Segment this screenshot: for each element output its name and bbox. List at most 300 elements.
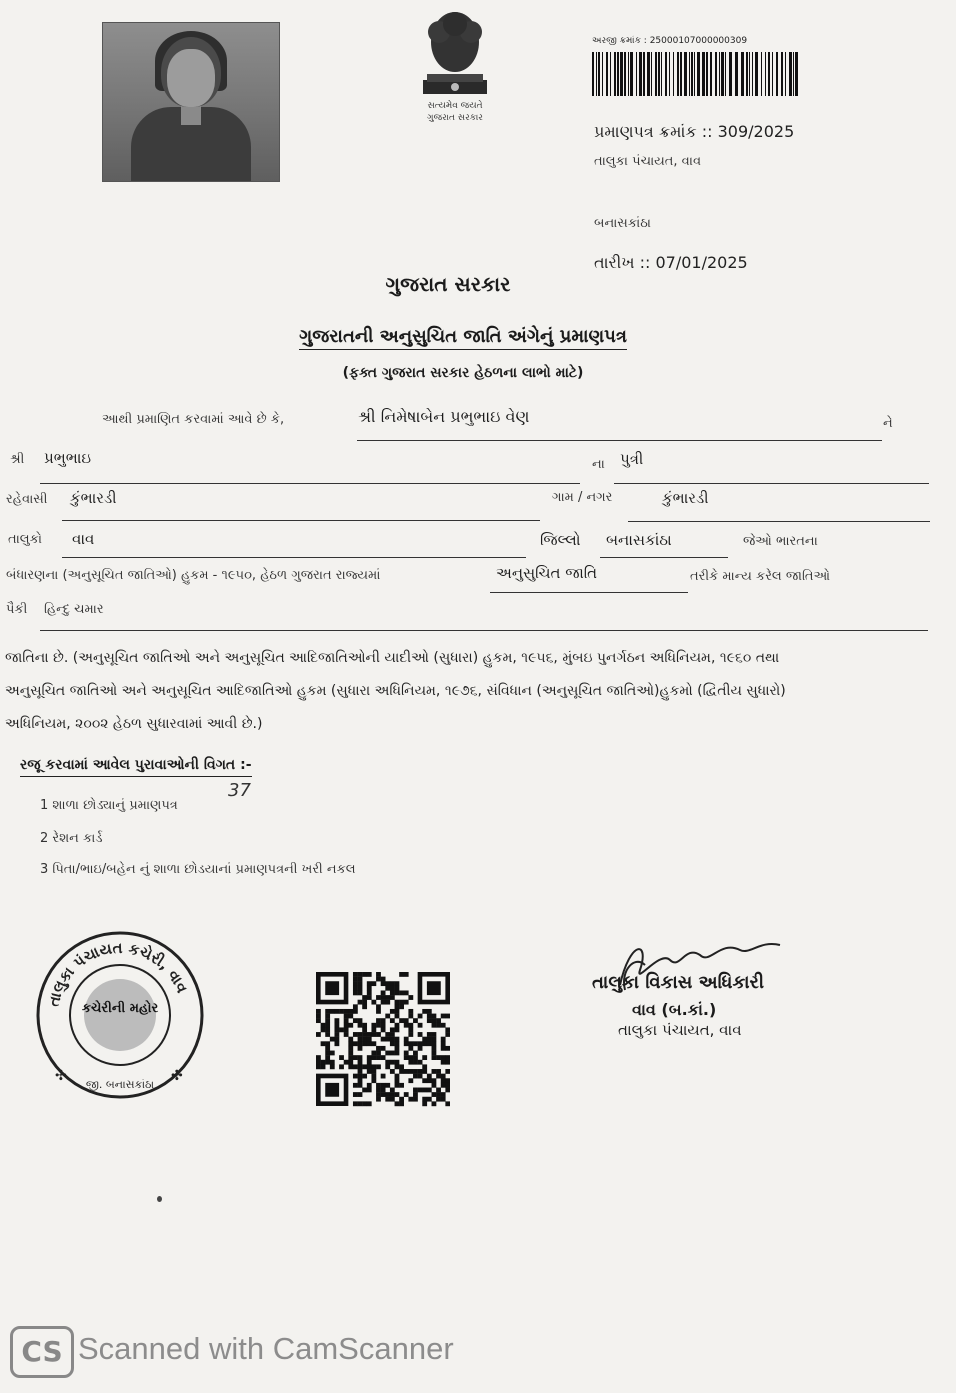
qr-module	[432, 1046, 437, 1051]
qr-module	[381, 1037, 386, 1042]
qr-module	[348, 1051, 353, 1056]
qr-module	[353, 972, 358, 977]
qr-module	[353, 986, 358, 991]
qr-module	[371, 1041, 376, 1046]
qr-module	[358, 1092, 363, 1097]
qr-module	[385, 995, 390, 1000]
qr-module	[395, 1064, 400, 1069]
qr-module	[399, 1083, 404, 1088]
evidence-heading: રજૂ કરવામાં આવેલ પુરાવાઓની વિગત :-	[20, 757, 252, 777]
constitution-text: બંધારણના (અનુસૂચિત જાતિઓ) હુકમ - ૧૯૫૦, હેઠળ ગુજરાત રાજ્યમાં	[6, 568, 381, 583]
qr-module	[381, 1018, 386, 1023]
barcode-bar	[602, 52, 603, 96]
qr-module	[321, 1027, 326, 1032]
qr-module	[358, 972, 363, 977]
qr-module	[358, 1060, 363, 1065]
qr-module	[390, 1018, 395, 1023]
qr-module	[362, 1023, 367, 1028]
qr-module	[325, 1060, 330, 1065]
qr-module	[408, 995, 413, 1000]
qr-module	[422, 1078, 427, 1083]
qr-module	[367, 972, 372, 977]
seal-center-text: કચેરીની મહોર	[81, 1001, 159, 1016]
qr-module	[344, 1032, 349, 1037]
barcode-bar	[694, 52, 695, 96]
qr-module	[427, 1041, 432, 1046]
qr-module	[390, 1032, 395, 1037]
camscanner-watermark: Scanned with CamScanner	[78, 1331, 454, 1366]
qr-module	[362, 1101, 367, 1106]
district-label: જિલ્લો	[540, 531, 581, 549]
qr-module	[321, 1041, 326, 1046]
qr-module	[316, 1055, 321, 1060]
qr-module	[408, 1023, 413, 1028]
qr-module	[325, 1041, 330, 1046]
qr-module	[325, 1009, 330, 1014]
qr-module	[413, 1018, 418, 1023]
qr-module	[408, 1014, 413, 1019]
qr-module	[362, 1037, 367, 1042]
qr-module	[395, 1000, 400, 1005]
qr-module	[339, 1027, 344, 1032]
qr-module	[385, 1060, 390, 1065]
barcode-bar	[677, 52, 679, 96]
qr-module	[445, 1088, 450, 1093]
qr-module	[399, 1069, 404, 1074]
qr-module	[344, 1014, 349, 1019]
qr-module	[344, 1023, 349, 1028]
barcode-bar	[684, 52, 687, 96]
qr-module	[358, 1055, 363, 1060]
qr-module	[376, 977, 381, 982]
qr-module	[408, 1046, 413, 1051]
qr-module	[395, 1023, 400, 1028]
qr-module	[399, 1004, 404, 1009]
qr-module	[390, 1041, 395, 1046]
qr-module	[316, 1009, 321, 1014]
barcode-bar	[706, 52, 708, 96]
qr-module	[325, 1014, 330, 1019]
qr-module	[376, 1092, 381, 1097]
barcode-bar	[749, 52, 750, 96]
qr-module	[395, 1046, 400, 1051]
barcode-bar	[793, 52, 794, 96]
qr-module	[353, 1004, 358, 1009]
qr-module	[422, 1037, 427, 1042]
qr-module	[358, 1023, 363, 1028]
issuing-office: તાલુકા પંચાયત, વાવ	[594, 154, 702, 169]
qr-module	[358, 986, 363, 991]
qr-module	[395, 1078, 400, 1083]
qr-module	[418, 1041, 423, 1046]
qr-module	[390, 1051, 395, 1056]
qr-module	[418, 1069, 423, 1074]
qr-module	[404, 1055, 409, 1060]
qr-module	[381, 1023, 386, 1028]
qr-module	[348, 1046, 353, 1051]
issue-date: તારીખ :: 07/01/2025	[594, 253, 748, 272]
barcode-bar	[752, 52, 753, 96]
barcode-bar	[785, 52, 786, 96]
qr-module	[385, 1064, 390, 1069]
qr-module	[353, 990, 358, 995]
certificate-title-text: ગુજરાતની અનુસુચિત જાતિ અંગેનું પ્રમાણપત્ર	[299, 326, 627, 350]
qr-module	[376, 972, 381, 977]
qr-module	[362, 1032, 367, 1037]
qr-module	[385, 1032, 390, 1037]
qr-module	[445, 1083, 450, 1088]
barcode-bar	[710, 52, 712, 96]
barcode-bar	[643, 52, 645, 96]
qr-module	[385, 1097, 390, 1102]
qr-module	[404, 990, 409, 995]
qr-module	[362, 1004, 367, 1009]
qr-module	[367, 1041, 372, 1046]
barcode-bar	[689, 52, 690, 96]
emblem-motto: સત્યમેવ જયતે	[427, 101, 483, 111]
qr-module	[418, 1060, 423, 1065]
qr-module	[422, 1101, 427, 1106]
barcode-bar	[729, 52, 732, 96]
barcode-bar	[776, 52, 778, 96]
qr-module	[381, 977, 386, 982]
qr-module	[367, 995, 372, 1000]
qr-module	[436, 1018, 441, 1023]
qr-module	[385, 986, 390, 991]
qr-module	[353, 1018, 358, 1023]
qr-module	[334, 1041, 339, 1046]
qr-module	[358, 1046, 363, 1051]
certificate-title	[0, 326, 941, 347]
evidence-item-3: 3 પિતા/ભાઇ/બહેન નું શાળા છોડયાનાં પ્રમાણપત્રની ખરી નકલ	[40, 862, 356, 877]
qr-module	[353, 981, 358, 986]
qr-module	[316, 1032, 321, 1037]
qr-module	[432, 1092, 437, 1097]
qr-module	[376, 1004, 381, 1009]
qr-module	[344, 1060, 349, 1065]
qr-module	[353, 1074, 358, 1079]
applicant-name: શ્રી નિમેષાબેન પ્રભુભાઇ વેણ	[358, 407, 530, 426]
qr-module	[330, 1060, 335, 1065]
qr-module	[362, 1027, 367, 1032]
qr-module	[427, 1078, 432, 1083]
barcode-bar	[665, 52, 667, 96]
qr-module	[348, 1060, 353, 1065]
qr-module	[362, 972, 367, 977]
qr-module	[321, 1064, 326, 1069]
qr-module	[358, 1032, 363, 1037]
qr-module	[371, 1023, 376, 1028]
qr-module	[408, 1055, 413, 1060]
qr-module	[445, 1046, 450, 1051]
qr-module	[371, 1078, 376, 1083]
district-line	[600, 557, 728, 558]
qr-module	[408, 1027, 413, 1032]
qr-module	[367, 1083, 372, 1088]
qr-module	[413, 1051, 418, 1056]
camscanner-logo-icon: CS	[10, 1326, 74, 1378]
qr-module	[381, 1083, 386, 1088]
barcode-bar	[735, 52, 738, 96]
paragraph-line-2: અનુસૂચિત જાતિઓ અને અનુસૂચિત આદિજાતિઓ હુકમ (સુધારા અધિનિયમ, ૧૯૭૬, સંવિધાન (અનુસૂચિત જાતિઓ)હુકમો (દ્વિતીય સુધારો)	[5, 683, 786, 699]
qr-module	[376, 1064, 381, 1069]
qr-module	[418, 1023, 423, 1028]
qr-module	[436, 1023, 441, 1028]
barcode-icon	[592, 52, 800, 96]
qr-module	[325, 1055, 330, 1060]
qr-module	[358, 1018, 363, 1023]
qr-module	[395, 1004, 400, 1009]
qr-module	[385, 1000, 390, 1005]
qr-module	[408, 1041, 413, 1046]
qr-module	[371, 1027, 376, 1032]
signatory-panchayat: તાલુકા પંચાયત, વાવ	[618, 1021, 742, 1039]
qr-module	[358, 990, 363, 995]
qr-module	[316, 1060, 321, 1065]
qr-module	[404, 972, 409, 977]
barcode-bar	[697, 52, 700, 96]
qr-module	[348, 1041, 353, 1046]
svg-text:✣: ✣	[55, 1068, 67, 1084]
seal-bottom-text: જી. બનાસકાંઠા	[85, 1078, 155, 1091]
certificate-number: પ્રમાણપત્ર ક્રમાંક :: 309/2025	[594, 122, 795, 141]
qr-module	[408, 1069, 413, 1074]
qr-module	[432, 1023, 437, 1028]
shri-label: શ્રી	[10, 452, 25, 467]
qr-module	[353, 977, 358, 982]
qr-module	[316, 1018, 321, 1023]
qr-module	[390, 1027, 395, 1032]
national-emblem-icon	[405, 2, 505, 102]
barcode-bar	[628, 52, 629, 96]
qr-module	[339, 1055, 344, 1060]
qr-module	[413, 1088, 418, 1093]
seal-ring-text: તાલુકા પંચાયત કચેરી, વાવ	[44, 938, 192, 1009]
applicant-name-line	[357, 440, 882, 441]
qr-module	[422, 1069, 427, 1074]
qr-module	[353, 1009, 358, 1014]
qr-module	[390, 981, 395, 986]
qr-module	[395, 1060, 400, 1065]
barcode-bar	[651, 52, 652, 96]
qr-module	[325, 1051, 330, 1056]
qr-module	[348, 1014, 353, 1019]
barcode-bar	[598, 52, 600, 96]
qr-module	[330, 1009, 335, 1014]
qr-module	[330, 1037, 335, 1042]
qr-module	[427, 1097, 432, 1102]
qr-module	[408, 1009, 413, 1014]
qr-module	[358, 1064, 363, 1069]
svg-text:✣: ✣	[171, 1068, 183, 1084]
barcode-bar	[614, 52, 616, 96]
qr-module	[358, 1000, 363, 1005]
qr-module	[395, 1083, 400, 1088]
qr-module	[344, 1009, 349, 1014]
qr-module	[348, 1009, 353, 1014]
qr-module	[390, 1009, 395, 1014]
qr-module	[367, 981, 372, 986]
qr-module	[441, 1097, 446, 1102]
qr-module	[334, 1018, 339, 1023]
qr-module	[325, 1027, 330, 1032]
qr-module	[367, 1055, 372, 1060]
qr-module	[371, 1000, 376, 1005]
government-heading: ગુજરાત સરકાર	[385, 272, 511, 296]
barcode-bar	[620, 52, 623, 96]
qr-module	[399, 1000, 404, 1005]
applicant-photo	[102, 22, 280, 182]
qr-module	[432, 1051, 437, 1056]
qr-module	[432, 1083, 437, 1088]
barcode-bar	[721, 52, 724, 96]
qr-module	[445, 1014, 450, 1019]
barcode-bar	[755, 52, 758, 96]
office-seal-icon	[35, 930, 205, 1100]
qr-module	[358, 1074, 363, 1079]
qr-module	[427, 1014, 432, 1019]
father-name-line	[40, 483, 580, 484]
india-text: જેઓ ભારતના	[743, 534, 818, 549]
qr-module	[385, 981, 390, 986]
qr-module	[339, 1009, 344, 1014]
qr-module	[381, 1074, 386, 1079]
na-label: ના	[592, 457, 605, 472]
qr-module	[390, 1060, 395, 1065]
qr-module	[432, 1069, 437, 1074]
qr-module	[376, 1051, 381, 1056]
qr-module	[422, 1009, 427, 1014]
qr-module	[445, 1101, 450, 1106]
qr-module	[348, 1064, 353, 1069]
qr-module	[316, 1064, 321, 1069]
qr-module	[418, 1014, 423, 1019]
father-name: પ્રભુભાઇ	[44, 449, 92, 467]
qr-module	[399, 1018, 404, 1023]
qr-module	[399, 1101, 404, 1106]
caste-value: હિન્દુ ચમાર	[44, 602, 104, 617]
barcode-bar	[636, 52, 637, 96]
barcode-bar	[795, 52, 798, 96]
barcode-bar	[658, 52, 660, 96]
qr-module	[371, 1064, 376, 1069]
qr-module	[371, 1051, 376, 1056]
qr-module	[441, 1055, 446, 1060]
evidence-item-1: 1 શાળા છોડ્યાનું પ્રમાણપત્ર	[40, 798, 178, 813]
barcode-bar	[680, 52, 682, 96]
qr-module	[395, 981, 400, 986]
village-line	[628, 521, 930, 522]
barcode-bar	[719, 52, 720, 96]
qr-module	[367, 990, 372, 995]
qr-module	[436, 1074, 441, 1079]
qr-module	[390, 986, 395, 991]
qr-module	[395, 990, 400, 995]
qr-module	[404, 1069, 409, 1074]
qr-module	[367, 1032, 372, 1037]
barcode-bar	[725, 52, 726, 96]
barcode-bar	[761, 52, 762, 96]
qr-finder	[325, 981, 339, 995]
qr-module	[395, 1027, 400, 1032]
qr-module	[348, 1055, 353, 1060]
barcode-bar	[765, 52, 766, 96]
barcode-bar	[741, 52, 744, 96]
barcode-bar	[610, 52, 611, 96]
qr-module	[432, 1032, 437, 1037]
qr-module	[427, 1009, 432, 1014]
qr-module	[404, 1037, 409, 1042]
qr-module	[367, 1101, 372, 1106]
qr-module	[390, 1092, 395, 1097]
qr-module	[436, 1092, 441, 1097]
qr-module	[432, 1101, 437, 1106]
qr-module	[441, 1041, 446, 1046]
barcode-bar	[673, 52, 674, 96]
qr-module	[404, 1018, 409, 1023]
relation-line	[614, 483, 929, 484]
category-line	[490, 592, 688, 593]
qr-module	[385, 1051, 390, 1056]
qr-module	[413, 1092, 418, 1097]
qr-module	[413, 1069, 418, 1074]
stray-mark	[157, 1196, 162, 1202]
qr-module	[422, 1055, 427, 1060]
caste-line	[40, 630, 928, 631]
qr-module	[325, 1046, 330, 1051]
qr-module	[371, 1032, 376, 1037]
barcode-bar	[617, 52, 619, 96]
qr-module	[353, 1092, 358, 1097]
barcode-bar	[596, 52, 597, 96]
qr-module	[376, 1009, 381, 1014]
qr-module	[348, 1023, 353, 1028]
qr-module	[362, 995, 367, 1000]
qr-module	[395, 1051, 400, 1056]
qr-module	[436, 1055, 441, 1060]
qr-module	[445, 1027, 450, 1032]
resident-label: રહેવાસી	[6, 492, 48, 507]
qr-module	[353, 1064, 358, 1069]
qr-module	[385, 1092, 390, 1097]
qr-module	[432, 1078, 437, 1083]
qr-module	[441, 1092, 446, 1097]
qr-module	[358, 1083, 363, 1088]
qr-module	[371, 1055, 376, 1060]
qr-module	[371, 1074, 376, 1079]
barcode-bar	[702, 52, 705, 96]
taluka-line	[62, 557, 526, 558]
qr-module	[418, 1032, 423, 1037]
qr-module	[385, 1083, 390, 1088]
barcode-bar	[606, 52, 608, 96]
barcode-bar	[655, 52, 657, 96]
qr-module	[367, 1060, 372, 1065]
qr-module	[381, 990, 386, 995]
qr-module	[325, 1032, 330, 1037]
qr-module	[358, 981, 363, 986]
barcode-bar	[630, 52, 633, 96]
qr-module	[381, 1088, 386, 1093]
taluka-label: તાલુકો	[8, 532, 43, 547]
qr-module	[422, 1097, 427, 1102]
qr-module	[404, 1023, 409, 1028]
qr-module	[344, 1027, 349, 1032]
barcode-bar	[647, 52, 650, 96]
qr-module	[390, 995, 395, 1000]
qr-module	[362, 1074, 367, 1079]
barcode-bar	[691, 52, 693, 96]
